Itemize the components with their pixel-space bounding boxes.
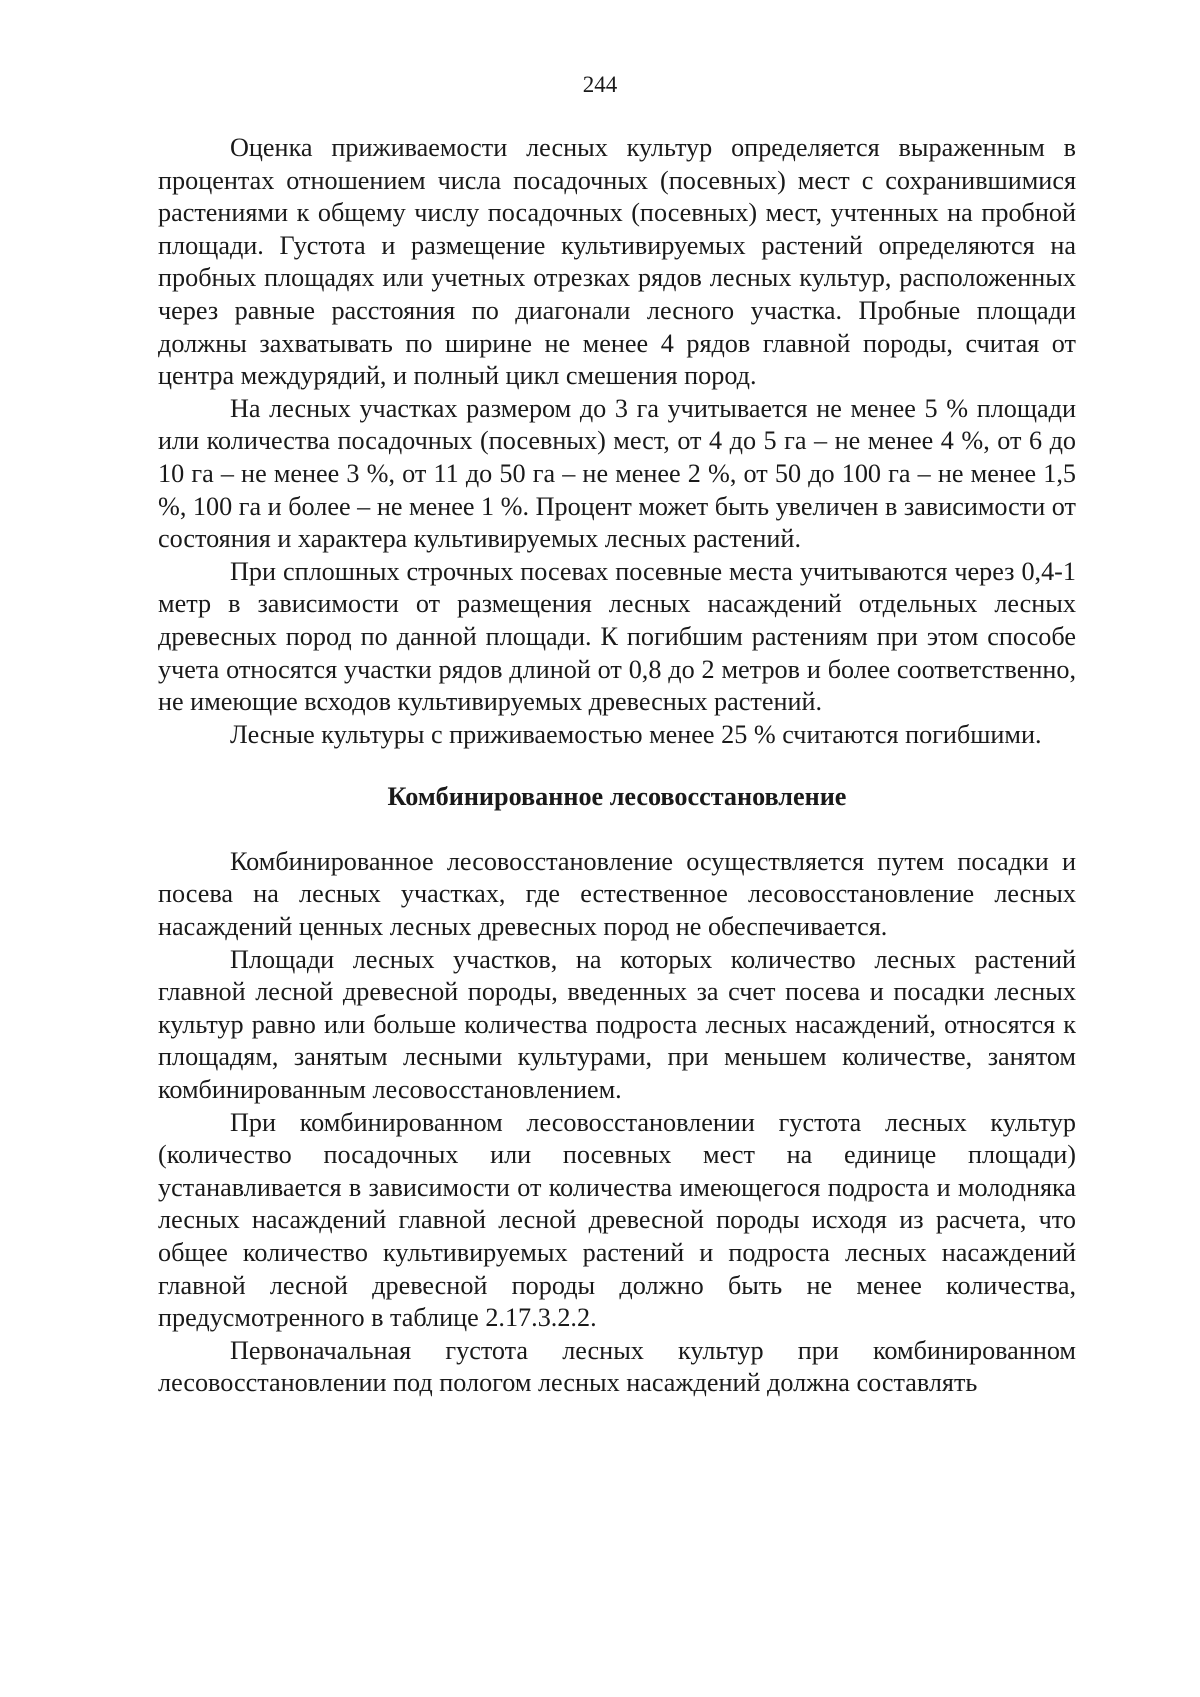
- section-heading: Комбинированное лесовосстановление: [387, 782, 847, 812]
- page-number: 244: [582, 72, 618, 97]
- paragraph-density-rules: При комбинированном лесовосстановлении густота лесных культур (количество посадочных или посевных мест на единице площади) устанавливается в зависимости от количества имеющегося подроста и молодняка лесных насаждений главной лесной древесной породы исходя из расчета, что общее количество культивируемых растений и подроста лесных насаждений главной лесной древесной породы должно быть не менее количества, предусмотренного в таблице 2.17.3.2.2.: [158, 1107, 1076, 1333]
- paragraph-survival-assessment: Оценка приживаемости лесных культур определяется выраженным в процентах отношением числа посадочных (посевных) мест с сохранившимися растениями к общему числу посадочных (посевных) мест, учтенных на пробной площади. Густота и размещение культивируемых растений определяются на пробных площадях или учетных отрезках рядов лесных культур, расположенных через равные расстояния по диагонали лесного участка. Пробные площади должны захватывать по ширине не менее 4 рядов главной породы, считая от центра междурядий, и полный цикл смешения пород.: [158, 133, 1076, 391]
- paragraph-combined-definition: Комбинированное лесовосстановление осуществляется путем посадки и посева на лесных участках, где естественное лесовосстановление лесных насаждений ценных лесных древесных пород не обеспечивается.: [158, 846, 1076, 942]
- paragraph-dead-cultures: Лесные культуры с приживаемостью менее 25 % считаются погибшими.: [230, 719, 1042, 749]
- paragraph-sampling-rates: На лесных участках размером до 3 га учитывается не менее 5 % площади или количества посадочных (посевных) мест, от 4 до 5 га – не менее 4 %, от 6 до 10 га – не менее 3 %, от 11 до 50 га – не менее 2 %, от 50 до 100 га – не менее 1,5 %, 100 га и более – не менее 1 %. Процент может быть увеличен в зависимости от состояния и характера культивируемых лесных растений.: [158, 393, 1076, 554]
- paragraph-area-classification: Площади лесных участков, на которых количество лесных растений главной лесной древесной породы, введенных за счет посева и посадки лесных культур равно или больше количества подроста лесных насаждений, относятся к площадям, занятым лесными культурами, при меньшем количестве, занятом комбинированным лесовосстановлением.: [158, 944, 1076, 1105]
- page-body: [158, 132, 1076, 1400]
- paragraph-row-sowing: При сплошных строчных посевах посевные места учитываются через 0,4-1 метр в зависимости от размещения лесных насаждений отдельных лесных древесных пород по данной площади. К погибшим растениям при этом способе учета относятся участки рядов длиной от 0,8 до 2 метров и более соответственно, не имеющие всходов культивируемых древесных растений.: [158, 556, 1076, 717]
- paragraph-initial-density: Первоначальная густота лесных культур при комбинированном лесовосстановлении под пологом лесных насаждений должна составлять: [158, 1335, 1076, 1398]
